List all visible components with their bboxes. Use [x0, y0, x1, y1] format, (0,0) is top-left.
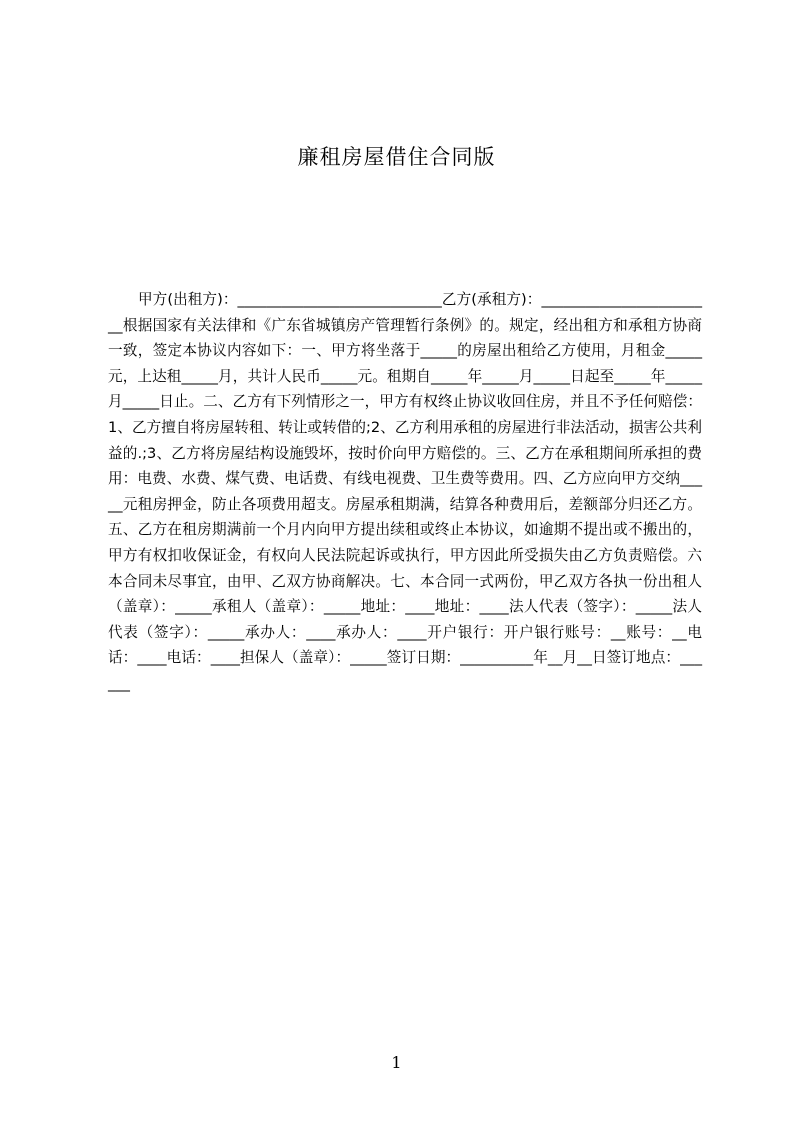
contract-body-text: 甲方(出租方)：____________________________乙方(承租方)：________________________根据国家有关法律和《广东省城镇房产管理暂行条例》的。规定，经出租方和承租方协商一致，签定本协议内容如下：一、甲方将坐落于_____的房屋出租给乙方使用，月租金_____元，上达租_____月，共计人民币_____元。租期自_____年_____月_____日起至_____年_____月_____日止。二、乙方有下列情形之一，甲方有权终止协议收回住房，并且不予任何赔偿：1、乙方擅自将房屋转租、转让或转借的;2、乙方利用承租的房屋进行非法活动，损害公共利益的.;3、乙方将房屋结构设施毁坏，按时价向甲方赔偿的。三、乙方在承租期间所承担的费用：电费、水费、煤气费、电话费、有线电视费、卫生费等费用。四、乙方应向甲方交纳_____元租房押金，防止各项费用超支。房屋承租期满，结算各种费用后，差额部分归还乙方。五、乙方在租房期满前一个月内向甲方提出续租或终止本协议，如逾期不提出或不搬出的，甲方有权扣收保证金，有权向人民法院起诉或执行，甲方因此所受损失由乙方负责赔偿。六本合同未尽事宜，由甲、乙双方协商解决。七、本合同一式两份，甲乙双方各执一份出租人（盖章）：_____承租人（盖章）：_____地址：____地址：____法人代表（签字）：_____法人代表（签字）：_____承办人：____承办人：____开户银行：开户银行账号：__账号：__电话：____电话：____担保人（盖章）：_____签订日期：__________年__月__日签订地点：______ — [108, 291, 702, 692]
page-number: 1 — [391, 1053, 402, 1072]
document-title: 廉租房屋借住合同版 — [297, 145, 496, 169]
